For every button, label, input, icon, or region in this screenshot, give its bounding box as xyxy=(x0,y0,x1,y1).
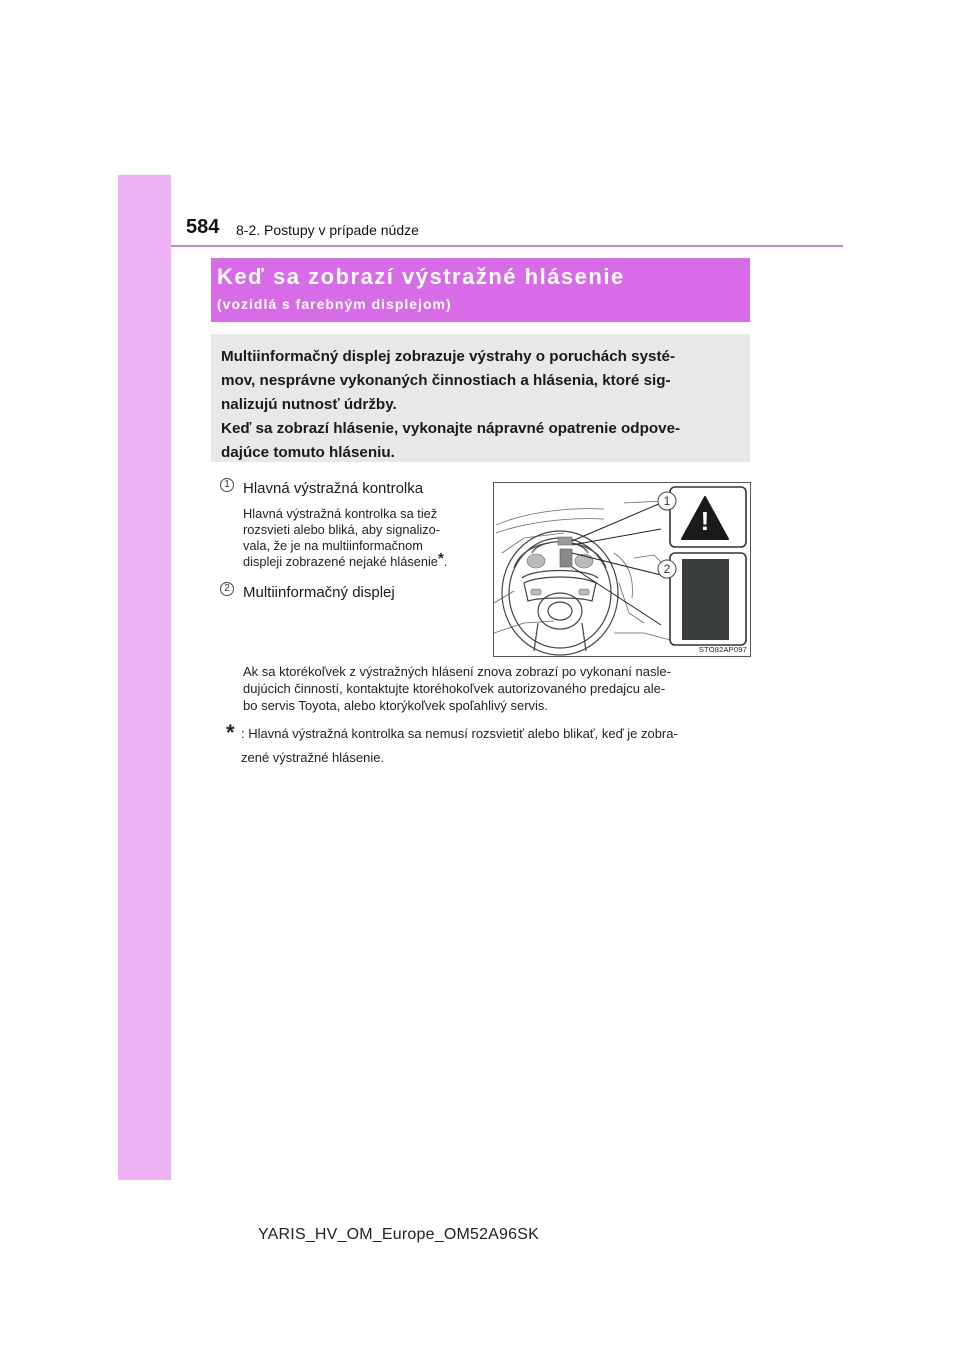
item-desc-line: Hlavná výstražná kontrolka sa tiež xyxy=(243,506,438,521)
note-paragraph xyxy=(243,663,750,714)
footnote-asterisk: * xyxy=(437,550,444,567)
item-number-1: 1 xyxy=(220,478,234,492)
item-desc-line: displeji zobrazené nejaké hlásenie*. xyxy=(243,550,448,569)
header-divider xyxy=(171,245,843,247)
item-desc-line: vala, že je na multiinformačnom xyxy=(243,538,423,553)
item-desc-line: rozsvieti alebo bliká, aby signalizo- xyxy=(243,522,441,537)
display-panel xyxy=(682,559,729,640)
note-line: Ak sa ktorékoľvek z výstražných hlásení znova zobrazí po vykonaní nasle- xyxy=(243,664,671,679)
intro-line: Multiinformačný displej zobrazuje výstrahy o poruchách systé- xyxy=(221,348,676,365)
item-title-multi-info-display: Multiinformačný displej xyxy=(243,584,395,601)
intro-line: nalizujú nutnosť údržby. xyxy=(221,396,397,413)
warning-exclamation-icon: ! xyxy=(700,506,710,536)
page-subheading: (vozidlá s farebným displejom) xyxy=(217,296,452,312)
document-code: YARIS_HV_OM_Europe_OM52A96SK xyxy=(258,1226,539,1243)
page-number: 584 xyxy=(186,216,220,238)
intro-line: Keď sa zobrazí hlásenie, vykonajte nápravné opatrenie odpove- xyxy=(221,420,681,437)
item-description-master-warning-light xyxy=(243,506,487,570)
figure-callout-1: 1 xyxy=(663,494,671,508)
item-title-master-warning-light: Hlavná výstražná kontrolka xyxy=(243,480,424,497)
footnote-line: zené výstražné hlásenie. xyxy=(241,750,385,765)
footnote-line: : Hlavná výstražná kontrolka sa nemusí rozsvietiť alebo blikať, keď je zobra- xyxy=(241,726,678,741)
intro-box xyxy=(211,334,750,462)
section-title: 8-2. Postupy v prípade núdze xyxy=(236,222,419,238)
intro-line: mov, nesprávne vykonaných činnostiach a hlásenia, ktoré sig- xyxy=(221,372,671,389)
figure-callout-2: 2 xyxy=(663,562,671,576)
footnote xyxy=(226,722,750,770)
note-line: dujúcich činností, kontaktujte ktoréhokoľvek autorizovaného predajcu ale- xyxy=(243,681,666,696)
dashboard-drawing xyxy=(494,483,751,657)
page-heading-box xyxy=(211,258,750,322)
figure-code: STO82AP097 xyxy=(698,645,747,654)
dashboard-illustration xyxy=(493,482,751,657)
page-heading: Keď sa zobrazí výstražné hlásenie xyxy=(217,264,625,289)
item-number-2: 2 xyxy=(220,582,234,596)
side-tab xyxy=(118,175,171,1180)
intro-line: dajúce tomuto hláseniu. xyxy=(221,444,395,461)
note-line: bo servis Toyota, alebo ktorýkoľvek spoľahlivý servis. xyxy=(243,698,549,713)
footnote-asterisk: * xyxy=(226,720,235,745)
